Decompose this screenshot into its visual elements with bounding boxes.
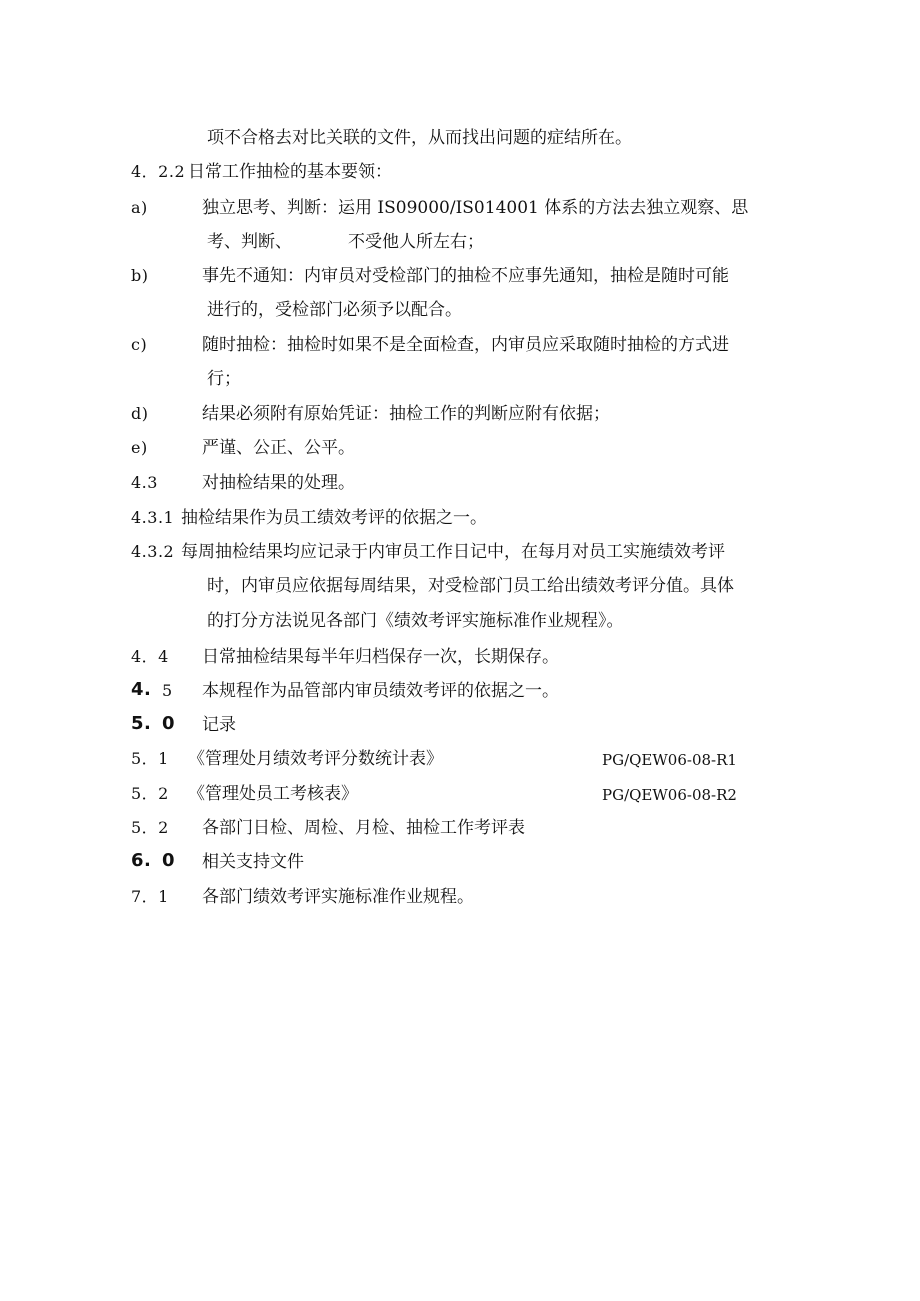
section-text-4-5: 本规程作为品管部内审员绩效考评的依据之一。 bbox=[202, 681, 559, 701]
list-item-b-line1: 事先不通知：内审员对受检部门的抽检不应事先通知，抽检是随时可能 bbox=[202, 266, 729, 286]
list-item-e: 严谨、公正、公平。 bbox=[202, 438, 355, 458]
section-text-4-3-2-line1: 每周抽检结果均应记录于内审员工作日记中，在每月对员工实施绩效考评 bbox=[181, 542, 725, 562]
list-marker-b: b) bbox=[131, 266, 149, 285]
record-code-5-2: PG/QEW06-08-R2 bbox=[602, 786, 737, 804]
section-number-4-3-1: 4.3.1 bbox=[131, 508, 175, 527]
list-marker-a: a) bbox=[131, 198, 148, 217]
section-number-4-3-2: 4.3.2 bbox=[131, 542, 175, 561]
record-title-5-2-b: 各部门日检、周检、月检、抽检工作考评表 bbox=[202, 818, 525, 838]
section-number-5-2: 5．2 bbox=[131, 784, 169, 803]
section-text-4-3-2-line3: 的打分方法说见各部门《绩效考评实施标准作业规程》。 bbox=[207, 611, 624, 631]
section-number-6-0-major: 6. bbox=[131, 850, 152, 871]
section-number-7-1: 7．1 bbox=[131, 887, 169, 906]
section-text-7-1: 各部门绩效考评实施标准作业规程。 bbox=[202, 887, 474, 907]
section-heading-5-0: 记录 bbox=[202, 715, 236, 735]
section-number-4-5-major: 4. bbox=[131, 679, 152, 700]
paragraph-continuation: 项不合格去对比关联的文件，从而找出问题的症结所在。 bbox=[207, 128, 632, 148]
list-item-a-line1: 独立思考、判断：运用 IS09000/IS014001 体系的方法去独立观察、思 bbox=[202, 198, 749, 218]
section-number-5-1: 5．1 bbox=[131, 749, 169, 768]
section-number-4-3: 4.3 bbox=[131, 473, 158, 492]
record-code-5-1: PG/QEW06-08-R1 bbox=[602, 751, 737, 769]
list-item-a-line2a: 考、判断、 bbox=[207, 232, 292, 252]
list-item-a-line2b: 不受他人所左右； bbox=[348, 232, 484, 252]
section-number-4-5-minor: 5 bbox=[162, 681, 173, 700]
list-marker-e: e) bbox=[131, 438, 148, 457]
section-number-5-0-major: 5. bbox=[131, 713, 152, 734]
section-number-4-4: 4．4 bbox=[131, 647, 169, 666]
list-item-c-line1: 随时抽检：抽检时如果不是全面检查，内审员应采取随时抽检的方式进 bbox=[202, 335, 729, 355]
section-text-4-4: 日常抽检结果每半年归档保存一次，长期保存。 bbox=[202, 647, 559, 667]
section-text-4-3-1: 抽检结果作为员工绩效考评的依据之一。 bbox=[181, 508, 487, 528]
list-marker-d: d) bbox=[131, 404, 149, 423]
list-item-d: 结果必须附有原始凭证：抽检工作的判断应附有依据； bbox=[202, 404, 610, 424]
record-title-5-1: 《管理处月绩效考评分数统计表》 bbox=[188, 749, 443, 769]
section-number-5-2-b: 5．2 bbox=[131, 818, 169, 837]
record-title-5-2: 《管理处员工考核表》 bbox=[188, 784, 358, 804]
section-text-4-3-2-line2: 时，内审员应依据每周结果，对受检部门员工给出绩效考评分值。具体 bbox=[207, 576, 734, 596]
section-heading-6-0: 相关支持文件 bbox=[202, 852, 304, 872]
section-heading-4-2-2: 日常工作抽检的基本要领： bbox=[188, 162, 392, 182]
section-heading-4-3: 对抽检结果的处理。 bbox=[202, 473, 355, 493]
list-item-c-line2: 行； bbox=[207, 369, 241, 389]
section-number-6-0-minor: 0 bbox=[162, 850, 176, 871]
section-number-4-2-2: 4．2.2 bbox=[131, 162, 186, 181]
list-item-b-line2: 进行的，受检部门必须予以配合。 bbox=[207, 300, 462, 320]
list-marker-c: c) bbox=[131, 335, 148, 354]
section-number-5-0-minor: 0 bbox=[162, 713, 176, 734]
